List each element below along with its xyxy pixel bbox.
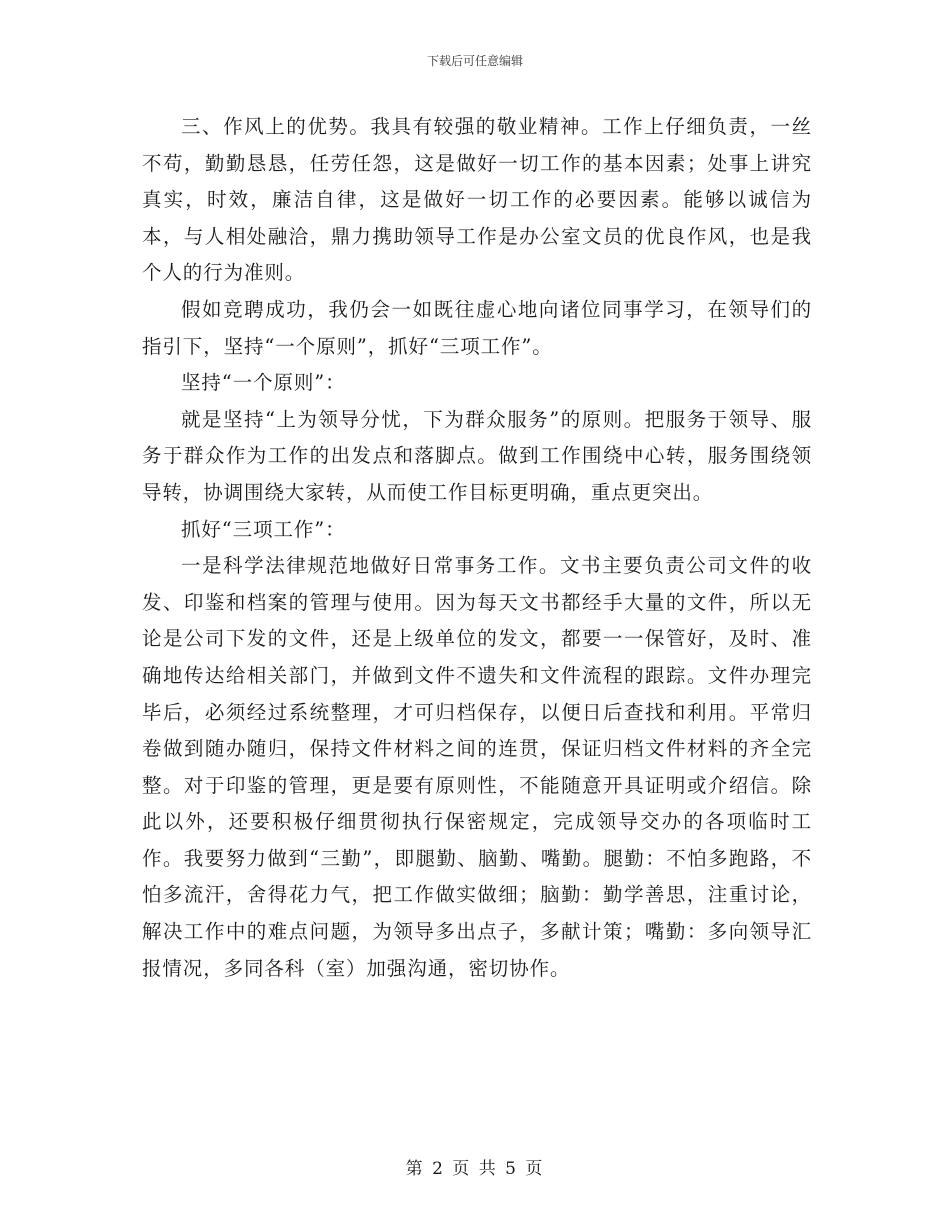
paragraph-one-principle-heading: 坚持“一个原则”： — [181, 371, 346, 395]
document-body — [142, 109, 812, 987]
paragraph-three-tasks-heading: 抓好“三项工作”： — [181, 517, 346, 541]
paragraph-style-advantage: 三、作风上的优势。我具有较强的敬业精神。工作上仔细负责，一丝不苟，勤勤恳恳，任劳任怨，这是做好一切工作的基本因素；处事上讲究真实，时效，廉洁自律，这是做好一切工作的必要因素。能够以诚信为本，与人相处融洽，鼎力携助领导工作是办公室文员的优良作风，也是我个人的行为准则。 — [142, 115, 812, 285]
paragraph-daily-affairs: 一是科学法律规范地做好日常事务工作。文书主要负责公司文件的收发、印鉴和档案的管理与使用。因为每天文书都经手大量的文件，所以无论是公司下发的文件，还是上级单位的发文，都要一一保管好，及时、准确地传达给相关部门，并做到文件不遗失和文件流程的跟踪。文件办理完毕后，必须经过系统整理，才可归档保存，以便日后查找和利用。平常归卷做到随办随归，保持文件材料之间的连贯，保证归档文件材料的齐全完整。对于印鉴的管理，更是要有原则性，不能随意开具证明或介绍信。除此以外，还要积极仔细贯彻执行保密规定，完成领导交办的各项临时工作。我要努力做到“三勤”，即腿勤、脑勤、嘴勤。腿勤：不怕多跑路，不怕多流汗，舍得花力气，把工作做实做细；脑勤：勤学善思，注重讨论，解决工作中的难点问题，为领导多出点子，多献计策；嘴勤：多向领导汇报情况，多同各科（室）加强沟通，密切协作。 — [142, 554, 812, 980]
page-header: 下载后可任意编辑 — [426, 54, 523, 68]
paragraph-one-principle-body: 就是坚持“上为领导分忧，下为群众服务”的原则。把服务于领导、服务于群众作为工作的出发点和落脚点。做到工作围绕中心转，服务围绕领导转，协调围绕大家转，从而使工作目标更明确，重点更突出。 — [142, 407, 812, 504]
page-number: 第 2 页 共 5 页 — [405, 1159, 545, 1179]
paragraph-if-successful: 假如竞聘成功，我仍会一如既往虚心地向诸位同事学习，在领导们的指引下，坚持“一个原则”，抓好“三项工作”。 — [142, 297, 812, 358]
